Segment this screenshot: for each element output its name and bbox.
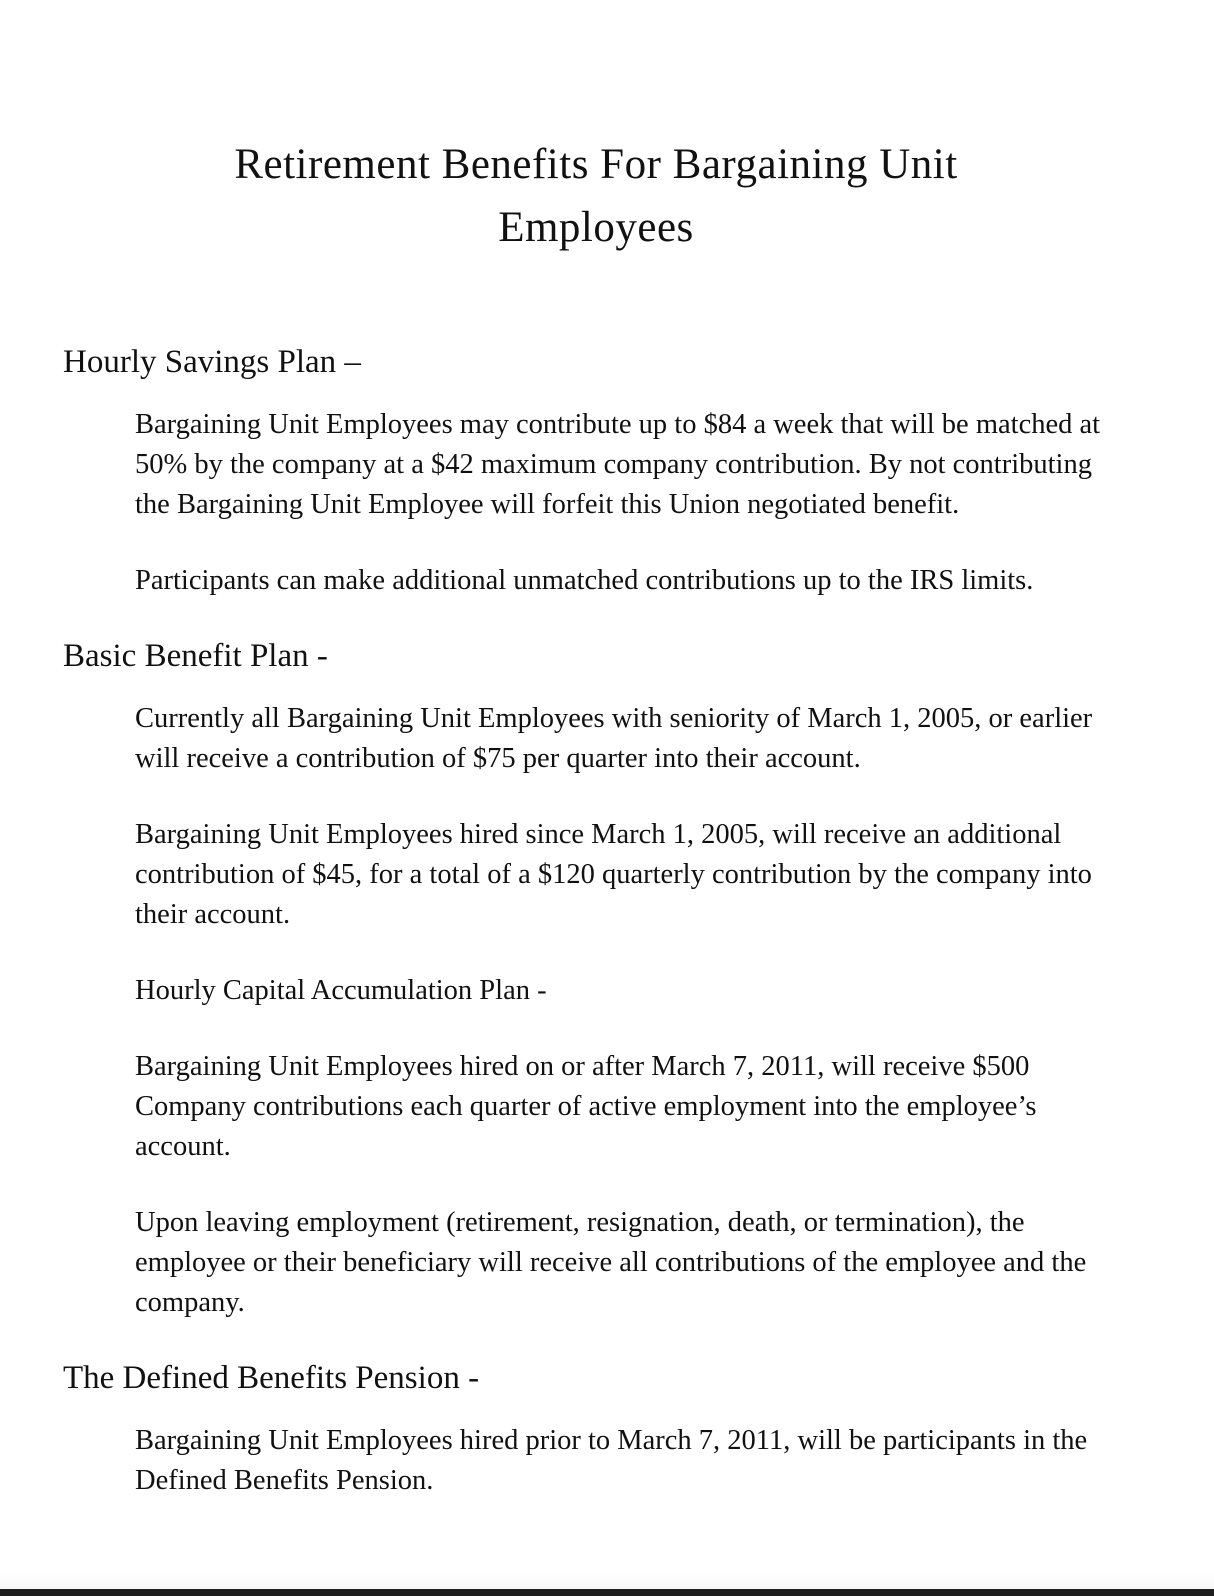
section-defined-benefits-pension <box>63 1359 1129 1501</box>
paragraph-contribution-match: Bargaining Unit Employees may contribute up to $84 a week that will be matched at 50% by the company at a $42 maximum company contribution. By not contributing the Bargaining Unit Employee will forfeit this Union negotiated benefit. <box>135 409 1101 520</box>
document-title <box>63 133 1129 259</box>
paragraph-quarterly-500-contribution: Bargaining Unit Employees hired on or after March 7, 2011, will receive $500 Company contributions each quarter of active employment into the employee’s account. <box>135 1051 1037 1162</box>
paragraph-pension-participants: Bargaining Unit Employees hired prior to March 7, 2011, will be participants in the Defined Benefits Pension. <box>135 1425 1088 1496</box>
section-hourly-savings-plan <box>63 343 1129 601</box>
paragraph-unmatched-contributions: Participants can make additional unmatched contributions up to the IRS limits. <box>135 565 1034 596</box>
footer-shade <box>0 1573 1214 1589</box>
section-heading-defined-benefits-pension: The Defined Benefits Pension - <box>63 1360 480 1396</box>
subsection-heading-hourly-capital-accumulation-plan: Hourly Capital Accumulation Plan - <box>135 975 547 1006</box>
bottom-edge-bar <box>0 1589 1214 1596</box>
section-heading-hourly-savings-plan: Hourly Savings Plan – <box>63 344 361 380</box>
section-basic-benefit-plan <box>63 637 1129 1323</box>
paragraph-leaving-employment: Upon leaving employment (retirement, resignation, death, or termination), the employee or their beneficiary will receive all contributions of the employee and the company. <box>135 1207 1087 1318</box>
paragraph-additional-contribution: Bargaining Unit Employees hired since March 1, 2005, will receive an additional contribution of $45, for a total of a $120 quarterly contribution by the company into their account. <box>135 819 1092 930</box>
document-title-line2: Employees <box>498 204 694 251</box>
paragraph-seniority-contribution: Currently all Bargaining Unit Employees with seniority of March 1, 2005, or earlier will receive a contribution of $75 per quarter into their account. <box>135 703 1093 774</box>
section-heading-basic-benefit-plan: Basic Benefit Plan - <box>63 638 328 674</box>
document-title-line1: Retirement Benefits For Bargaining Unit <box>234 141 958 188</box>
